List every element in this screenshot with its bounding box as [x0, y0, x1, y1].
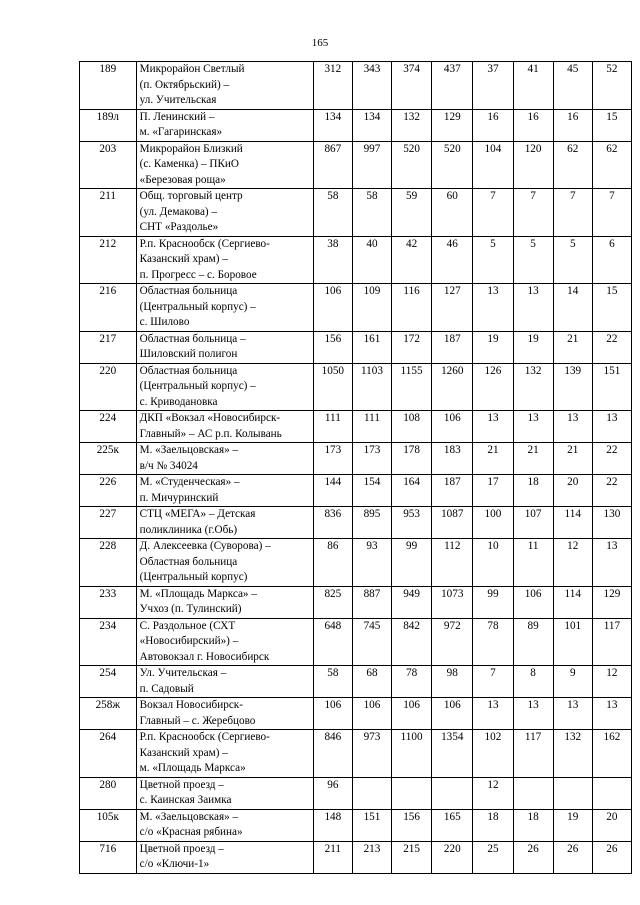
value-cell: 99: [473, 586, 513, 618]
value-cell: 13: [592, 539, 631, 587]
table-row: [80, 141, 632, 189]
value-cell: 106: [432, 698, 473, 730]
route-name: Цветной проезд – с. Каинская Заимка: [136, 777, 313, 809]
value-cell: 187: [432, 475, 473, 507]
value-cell: 1103: [352, 363, 391, 411]
value-cell: 21: [513, 443, 553, 475]
value-cell: 129: [592, 586, 631, 618]
route-name: Д. Алексеевка (Суворова) – Областная больница (Центральный корпус): [136, 539, 313, 587]
route-name: Областная больница (Центральный корпус) – с. Криводановка: [136, 363, 313, 411]
route-name: М. «Площадь Маркса» – Учхоз (п. Тулинский): [136, 586, 313, 618]
route-number: 216: [80, 284, 137, 332]
value-cell: 6: [592, 236, 631, 284]
value-cell: 132: [392, 109, 432, 141]
value-cell: 156: [313, 331, 352, 363]
value-cell: 78: [473, 618, 513, 666]
route-number: 716: [80, 841, 137, 873]
value-cell: 745: [352, 618, 391, 666]
value-cell: 172: [392, 331, 432, 363]
value-cell: 18: [513, 475, 553, 507]
value-cell: 106: [513, 586, 553, 618]
route-name: Областная больница (Центральный корпус) – с. Шилово: [136, 284, 313, 332]
value-cell: 895: [352, 507, 391, 539]
value-cell: 842: [392, 618, 432, 666]
table-row: [80, 443, 632, 475]
value-cell: 972: [432, 618, 473, 666]
value-cell: 437: [432, 62, 473, 110]
value-cell: [432, 777, 473, 809]
value-cell: 13: [513, 411, 553, 443]
table-row: [80, 618, 632, 666]
value-cell: 38: [313, 236, 352, 284]
value-cell: 374: [392, 62, 432, 110]
value-cell: 12: [592, 666, 631, 698]
value-cell: 18: [473, 809, 513, 841]
value-cell: 173: [313, 443, 352, 475]
route-number: 189л: [80, 109, 137, 141]
value-cell: 312: [313, 62, 352, 110]
value-cell: 45: [553, 62, 592, 110]
value-cell: 220: [432, 841, 473, 873]
route-number: 189: [80, 62, 137, 110]
route-number: 220: [80, 363, 137, 411]
value-cell: 15: [592, 284, 631, 332]
value-cell: 106: [313, 698, 352, 730]
table-row: [80, 363, 632, 411]
route-name: М. «Студенческая» – п. Мичуринский: [136, 475, 313, 507]
value-cell: 120: [513, 141, 553, 189]
table-row: [80, 475, 632, 507]
value-cell: 7: [473, 189, 513, 237]
route-name: Р.п. Краснообск (Сергиево- Казанский храм) – п. Прогресс – с. Боровое: [136, 236, 313, 284]
value-cell: 20: [553, 475, 592, 507]
table-row: [80, 331, 632, 363]
value-cell: 112: [432, 539, 473, 587]
value-cell: 13: [553, 411, 592, 443]
value-cell: 151: [352, 809, 391, 841]
value-cell: 130: [592, 507, 631, 539]
value-cell: 109: [352, 284, 391, 332]
value-cell: 19: [513, 331, 553, 363]
value-cell: 78: [392, 666, 432, 698]
value-cell: 953: [392, 507, 432, 539]
value-cell: 26: [553, 841, 592, 873]
table-row: [80, 777, 632, 809]
table-row: [80, 109, 632, 141]
route-number: 225к: [80, 443, 137, 475]
value-cell: [392, 777, 432, 809]
value-cell: 60: [432, 189, 473, 237]
value-cell: 13: [592, 411, 631, 443]
route-number: 212: [80, 236, 137, 284]
value-cell: 42: [392, 236, 432, 284]
value-cell: 343: [352, 62, 391, 110]
value-cell: 13: [592, 698, 631, 730]
value-cell: 93: [352, 539, 391, 587]
value-cell: 148: [313, 809, 352, 841]
value-cell: 18: [513, 809, 553, 841]
value-cell: 1050: [313, 363, 352, 411]
value-cell: 134: [313, 109, 352, 141]
value-cell: 5: [553, 236, 592, 284]
value-cell: 520: [392, 141, 432, 189]
value-cell: 520: [432, 141, 473, 189]
value-cell: 7: [473, 666, 513, 698]
route-name: Общ. торговый центр (ул. Демакова) – СНТ «Раздолье»: [136, 189, 313, 237]
value-cell: 1073: [432, 586, 473, 618]
value-cell: 836: [313, 507, 352, 539]
value-cell: 106: [392, 698, 432, 730]
value-cell: 58: [352, 189, 391, 237]
value-cell: 211: [313, 841, 352, 873]
value-cell: [592, 777, 631, 809]
value-cell: 16: [513, 109, 553, 141]
value-cell: 997: [352, 141, 391, 189]
value-cell: 13: [513, 698, 553, 730]
value-cell: 14: [553, 284, 592, 332]
value-cell: 10: [473, 539, 513, 587]
value-cell: 7: [513, 189, 553, 237]
value-cell: 52: [592, 62, 631, 110]
value-cell: 126: [473, 363, 513, 411]
value-cell: 41: [513, 62, 553, 110]
value-cell: 887: [352, 586, 391, 618]
route-number: 233: [80, 586, 137, 618]
table-row: [80, 666, 632, 698]
table-row: [80, 730, 632, 778]
table-row: [80, 539, 632, 587]
value-cell: 154: [352, 475, 391, 507]
table-row: [80, 698, 632, 730]
route-name: СТЦ «МЕГА» – Детская поликлиника (г.Обь): [136, 507, 313, 539]
value-cell: 187: [432, 331, 473, 363]
route-number: 105к: [80, 809, 137, 841]
value-cell: 98: [432, 666, 473, 698]
value-cell: 215: [392, 841, 432, 873]
value-cell: 1087: [432, 507, 473, 539]
route-number: 258ж: [80, 698, 137, 730]
value-cell: 40: [352, 236, 391, 284]
value-cell: 162: [592, 730, 631, 778]
value-cell: 37: [473, 62, 513, 110]
value-cell: 173: [352, 443, 391, 475]
value-cell: 164: [392, 475, 432, 507]
value-cell: 116: [392, 284, 432, 332]
value-cell: 106: [313, 284, 352, 332]
value-cell: 5: [513, 236, 553, 284]
value-cell: 825: [313, 586, 352, 618]
value-cell: 12: [473, 777, 513, 809]
value-cell: 22: [592, 331, 631, 363]
value-cell: 13: [553, 698, 592, 730]
value-cell: 213: [352, 841, 391, 873]
value-cell: 62: [592, 141, 631, 189]
value-cell: 1260: [432, 363, 473, 411]
value-cell: 96: [313, 777, 352, 809]
value-cell: 59: [392, 189, 432, 237]
value-cell: 19: [553, 809, 592, 841]
value-cell: 156: [392, 809, 432, 841]
route-number: 224: [80, 411, 137, 443]
value-cell: 114: [553, 586, 592, 618]
value-cell: 86: [313, 539, 352, 587]
value-cell: 9: [553, 666, 592, 698]
value-cell: 13: [513, 284, 553, 332]
value-cell: 1155: [392, 363, 432, 411]
value-cell: 99: [392, 539, 432, 587]
route-name: Областная больница – Шиловский полигон: [136, 331, 313, 363]
value-cell: 26: [592, 841, 631, 873]
value-cell: 46: [432, 236, 473, 284]
route-number: 264: [80, 730, 137, 778]
value-cell: 21: [473, 443, 513, 475]
value-cell: 102: [473, 730, 513, 778]
value-cell: 15: [592, 109, 631, 141]
value-cell: 89: [513, 618, 553, 666]
value-cell: 165: [432, 809, 473, 841]
table-row: [80, 586, 632, 618]
value-cell: 132: [553, 730, 592, 778]
value-cell: 949: [392, 586, 432, 618]
value-cell: 134: [352, 109, 391, 141]
value-cell: 68: [352, 666, 391, 698]
value-cell: 21: [553, 331, 592, 363]
value-cell: 117: [592, 618, 631, 666]
value-cell: 104: [473, 141, 513, 189]
value-cell: 17: [473, 475, 513, 507]
value-cell: 58: [313, 189, 352, 237]
value-cell: 58: [313, 666, 352, 698]
route-number: 217: [80, 331, 137, 363]
route-number: 228: [80, 539, 137, 587]
table-row: [80, 236, 632, 284]
table-row: [80, 507, 632, 539]
route-number: 203: [80, 141, 137, 189]
value-cell: 132: [513, 363, 553, 411]
route-name: С. Раздольное (СХТ «Новосибирский») – Автовокзал г. Новосибирск: [136, 618, 313, 666]
value-cell: 151: [592, 363, 631, 411]
value-cell: 111: [313, 411, 352, 443]
route-name: Вокзал Новосибирск- Главный – с. Жеребцово: [136, 698, 313, 730]
value-cell: 161: [352, 331, 391, 363]
table-row: [80, 411, 632, 443]
value-cell: 114: [553, 507, 592, 539]
value-cell: 108: [392, 411, 432, 443]
route-name: Р.п. Краснообск (Сергиево- Казанский храм) – м. «Площадь Маркса»: [136, 730, 313, 778]
route-number: 280: [80, 777, 137, 809]
table-row: [80, 809, 632, 841]
route-name: М. «Заельцовская» – в/ч № 34024: [136, 443, 313, 475]
route-name: Цветной проезд – с/о «Ключи-1»: [136, 841, 313, 873]
value-cell: 16: [553, 109, 592, 141]
route-name: ДКП «Вокзал «Новосибирск- Главный» – АС р.п. Колывань: [136, 411, 313, 443]
value-cell: 101: [553, 618, 592, 666]
value-cell: 25: [473, 841, 513, 873]
value-cell: 19: [473, 331, 513, 363]
value-cell: [352, 777, 391, 809]
route-number: 234: [80, 618, 137, 666]
table-row: [80, 62, 632, 110]
value-cell: 22: [592, 443, 631, 475]
table-row: [80, 189, 632, 237]
value-cell: 100: [473, 507, 513, 539]
value-cell: 648: [313, 618, 352, 666]
value-cell: 8: [513, 666, 553, 698]
value-cell: 7: [553, 189, 592, 237]
value-cell: 21: [553, 443, 592, 475]
route-name: П. Ленинский – м. «Гагаринская»: [136, 109, 313, 141]
value-cell: 139: [553, 363, 592, 411]
value-cell: 26: [513, 841, 553, 873]
value-cell: 62: [553, 141, 592, 189]
route-name: Микрорайон Светлый (п. Октябрьский) – ул. Учительская: [136, 62, 313, 110]
value-cell: 867: [313, 141, 352, 189]
value-cell: 117: [513, 730, 553, 778]
route-name: Микрорайон Близкий (с. Каменка) – ПКиО «Березовая роща»: [136, 141, 313, 189]
value-cell: 16: [473, 109, 513, 141]
route-name: Ул. Учительская – п. Садовый: [136, 666, 313, 698]
value-cell: 183: [432, 443, 473, 475]
value-cell: 20: [592, 809, 631, 841]
route-number: 254: [80, 666, 137, 698]
value-cell: 107: [513, 507, 553, 539]
value-cell: 106: [352, 698, 391, 730]
value-cell: 13: [473, 411, 513, 443]
value-cell: [553, 777, 592, 809]
page-number: 165: [311, 37, 329, 49]
value-cell: 22: [592, 475, 631, 507]
value-cell: 7: [592, 189, 631, 237]
value-cell: 106: [432, 411, 473, 443]
value-cell: [513, 777, 553, 809]
value-cell: 973: [352, 730, 391, 778]
route-number: 227: [80, 507, 137, 539]
route-number: 211: [80, 189, 137, 237]
value-cell: 111: [352, 411, 391, 443]
value-cell: 127: [432, 284, 473, 332]
routes-table: [79, 61, 632, 874]
value-cell: 144: [313, 475, 352, 507]
table-row: [80, 284, 632, 332]
value-cell: 178: [392, 443, 432, 475]
table-row: [80, 841, 632, 873]
value-cell: 846: [313, 730, 352, 778]
value-cell: 1354: [432, 730, 473, 778]
value-cell: 11: [513, 539, 553, 587]
value-cell: 13: [473, 698, 513, 730]
value-cell: 12: [553, 539, 592, 587]
value-cell: 129: [432, 109, 473, 141]
value-cell: 13: [473, 284, 513, 332]
route-name: М. «Заельцовская» – с/о «Красная рябина»: [136, 809, 313, 841]
value-cell: 1100: [392, 730, 432, 778]
value-cell: 5: [473, 236, 513, 284]
route-number: 226: [80, 475, 137, 507]
